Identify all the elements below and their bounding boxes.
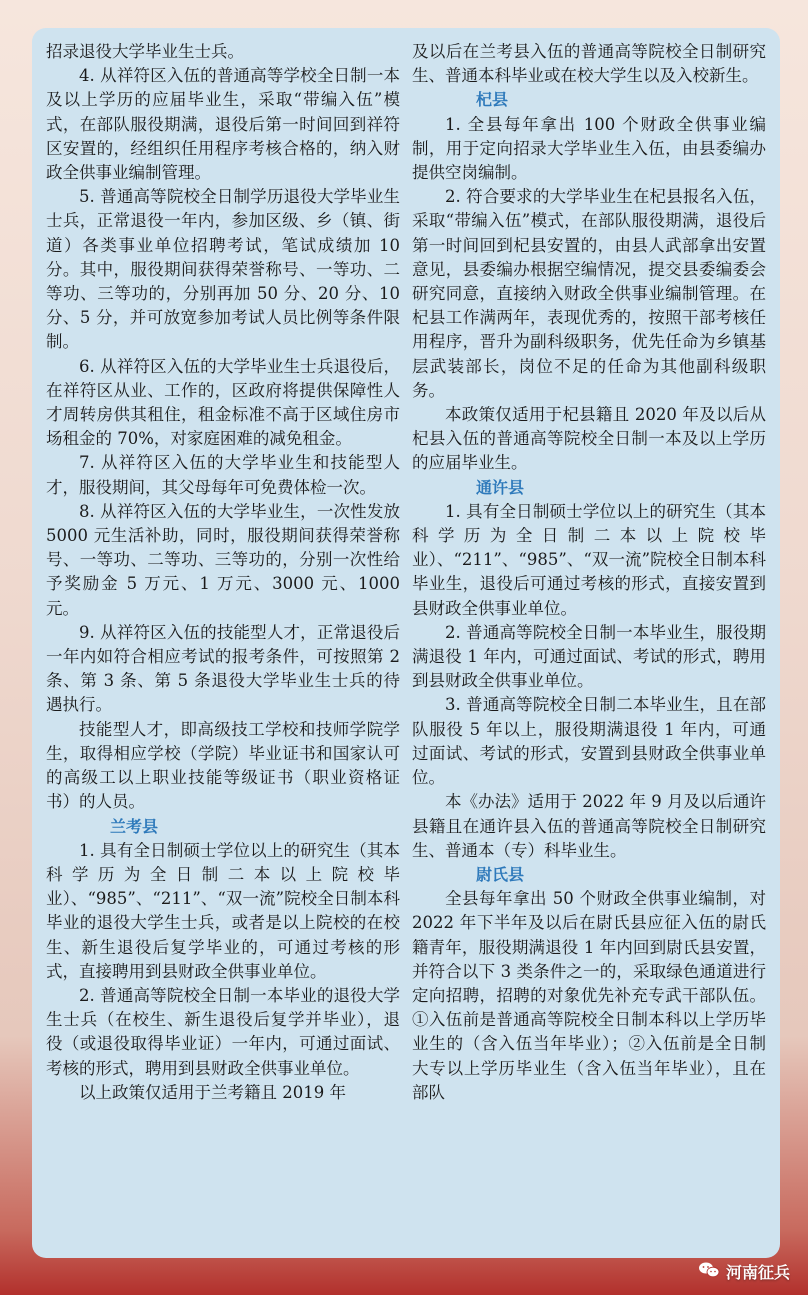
paragraph: 招录退役大学毕业生士兵。 — [46, 42, 244, 61]
paragraph: 本政策仅适用于杞县籍且 2020 年及以后从杞县入伍的普通高等院校全日制一本及以上学历的应届毕业生。 — [412, 405, 766, 473]
paragraph: 4. 从祥符区入伍的普通高等学校全日制一本及以上学历的应届毕业生，采取“带编入伍”模式，在部队服役期满，退役后第一时间回到祥符区安置的，经组织任用程序考核合格的，纳入财政全供事业编制管理。 — [46, 66, 400, 183]
paragraph: 1. 具有全日制硕士学位以上的研究生（其本科学历为全日制二本以上院校毕业）、“211”、“985”、“双一流”院校全日制本科毕业生，退役后可通过考核的形式，直接安置到县财政全供事业单位。 — [412, 501, 766, 618]
watermark — [698, 1260, 790, 1283]
paragraph: 2. 普通高等院校全日制一本毕业的退役大学生士兵（在校生、新生退役后复学并毕业），退役（或退役取得毕业证）一年内，可通过面试、考核的形式，聘用到县财政全供事业单位。 — [46, 985, 400, 1078]
paragraph: 8. 从祥符区入伍的大学毕业生，一次性发放 5000 元生活补助，同时，服役期间获得荣誉称号、一等功、二等功、三等功的，分别一次性给予奖励金 5 万元、1 万元、3000 元、1000 元。 — [46, 501, 400, 618]
paragraph: 6. 从祥符区入伍的大学毕业生士兵退役后，在祥符区从业、工作的，区政府将提供保障性人才周转房供其租住，租金标准不高于区域住房市场租金的 70%，对家庭困难的减免租金。 — [46, 356, 400, 449]
paragraph: 2. 符合要求的大学毕业生在杞县报名入伍，采取“带编入伍”模式，在部队服役期满，退役后第一时间回到杞县安置的，由县人武部拿出安置意见，县委编办根据空编情况，提交县委编委会研究同意，直接纳入财政全供事业编制管理。在杞县工作满两年，表现优秀的，按照干部考核任用程序，晋升为副科级职务，优先任命为乡镇基层武装部长，岗位不足的任命为其他副科级职务。 — [412, 187, 766, 400]
paragraph: 3. 普通高等院校全日制二本毕业生，且在部队服役 5 年以上，服役期满退役 1 年内，可通过面试、考试的形式，安置到县财政全供事业单位。 — [412, 695, 766, 788]
county-heading: 尉氏县 — [476, 864, 525, 884]
paragraph: 7. 从祥符区入伍的大学毕业生和技能型人才，服役期间，其父母每年可免费体检一次。 — [46, 453, 400, 497]
paragraph: 全县每年拿出 50 个财政全供事业编制，对 2022 年下半年及以后在尉氏县应征入伍的尉氏籍青年，服役期满退役 1 年内回到尉氏县安置，并符合以下 3 类条件之一的，采取绿色通道进行定向招聘，招聘的对象优先补充专武干部队伍。①入伍前是普通高等院校全日制本科以上学历毕业生的（含入伍当年毕业）；②入伍前是全日制大专以上学历毕业生（含入伍当年毕业），且在部队 — [412, 889, 766, 1102]
paragraph: 本《办法》适用于 2022 年 9 月及以后通许县籍且在通许县入伍的普通高等院校全日制研究生、普通本（专）科毕业生。 — [412, 792, 766, 860]
right-column — [412, 40, 766, 1250]
paragraph: 以上政策仅适用于兰考籍且 2019 年 — [79, 1082, 346, 1102]
left-column — [46, 40, 400, 1250]
paragraph: 1. 全县每年拿出 100 个财政全供事业编制，用于定向招录大学毕业生入伍，由县委编办提供空岗编制。 — [412, 114, 766, 183]
wechat-icon — [698, 1261, 720, 1283]
paragraph: 5. 普通高等院校全日制学历退役大学毕业生士兵，正常退役一年内，参加区级、乡（镇、街道）各类事业单位招聘考试，笔试成绩加 10 分。其中，服役期间获得荣誉称号、一等功、二等功、三等功的，分别再加 50 分、20 分、10 分、5 分，并可放宽参加考试人员比例等条件限制。 — [46, 187, 400, 352]
article-panel — [32, 28, 780, 1258]
county-heading: 通许县 — [476, 477, 525, 497]
paragraph: 技能型人才，即高级技工学校和技师学院学生，取得相应学校（学院）毕业证书和国家认可的高级工以上职业技能等级证书（职业资格证书）的人员。 — [46, 719, 400, 812]
watermark-text: 河南征兵 — [725, 1263, 790, 1282]
paragraph: 9. 从祥符区入伍的技能型人才，正常退役后一年内如符合相应考试的报考条件，可按照第 2 条、第 3 条、第 5 条退役大学毕业生士兵的待遇执行。 — [46, 622, 400, 715]
paragraph: 2. 普通高等院校全日制一本毕业生，服役期满退役 1 年内，可通过面试、考试的形式，聘用到县财政全供事业单位。 — [412, 622, 766, 691]
paragraph: 1. 具有全日制硕士学位以上的研究生（其本科学历为全日制二本以上院校毕业）、“985”、“211”、“双一流”院校全日制本科毕业的退役大学生士兵，或者是以上院校的在校生、新生退役后复学毕业的，可通过考核的形式，直接聘用到县财政全供事业单位。 — [46, 840, 400, 981]
county-heading: 杞县 — [476, 90, 509, 110]
county-heading: 兰考县 — [110, 816, 159, 836]
paragraph: 及以后在兰考县入伍的普通高等院校全日制研究生、普通本科毕业或在校大学生以及入校新生。 — [412, 42, 766, 86]
